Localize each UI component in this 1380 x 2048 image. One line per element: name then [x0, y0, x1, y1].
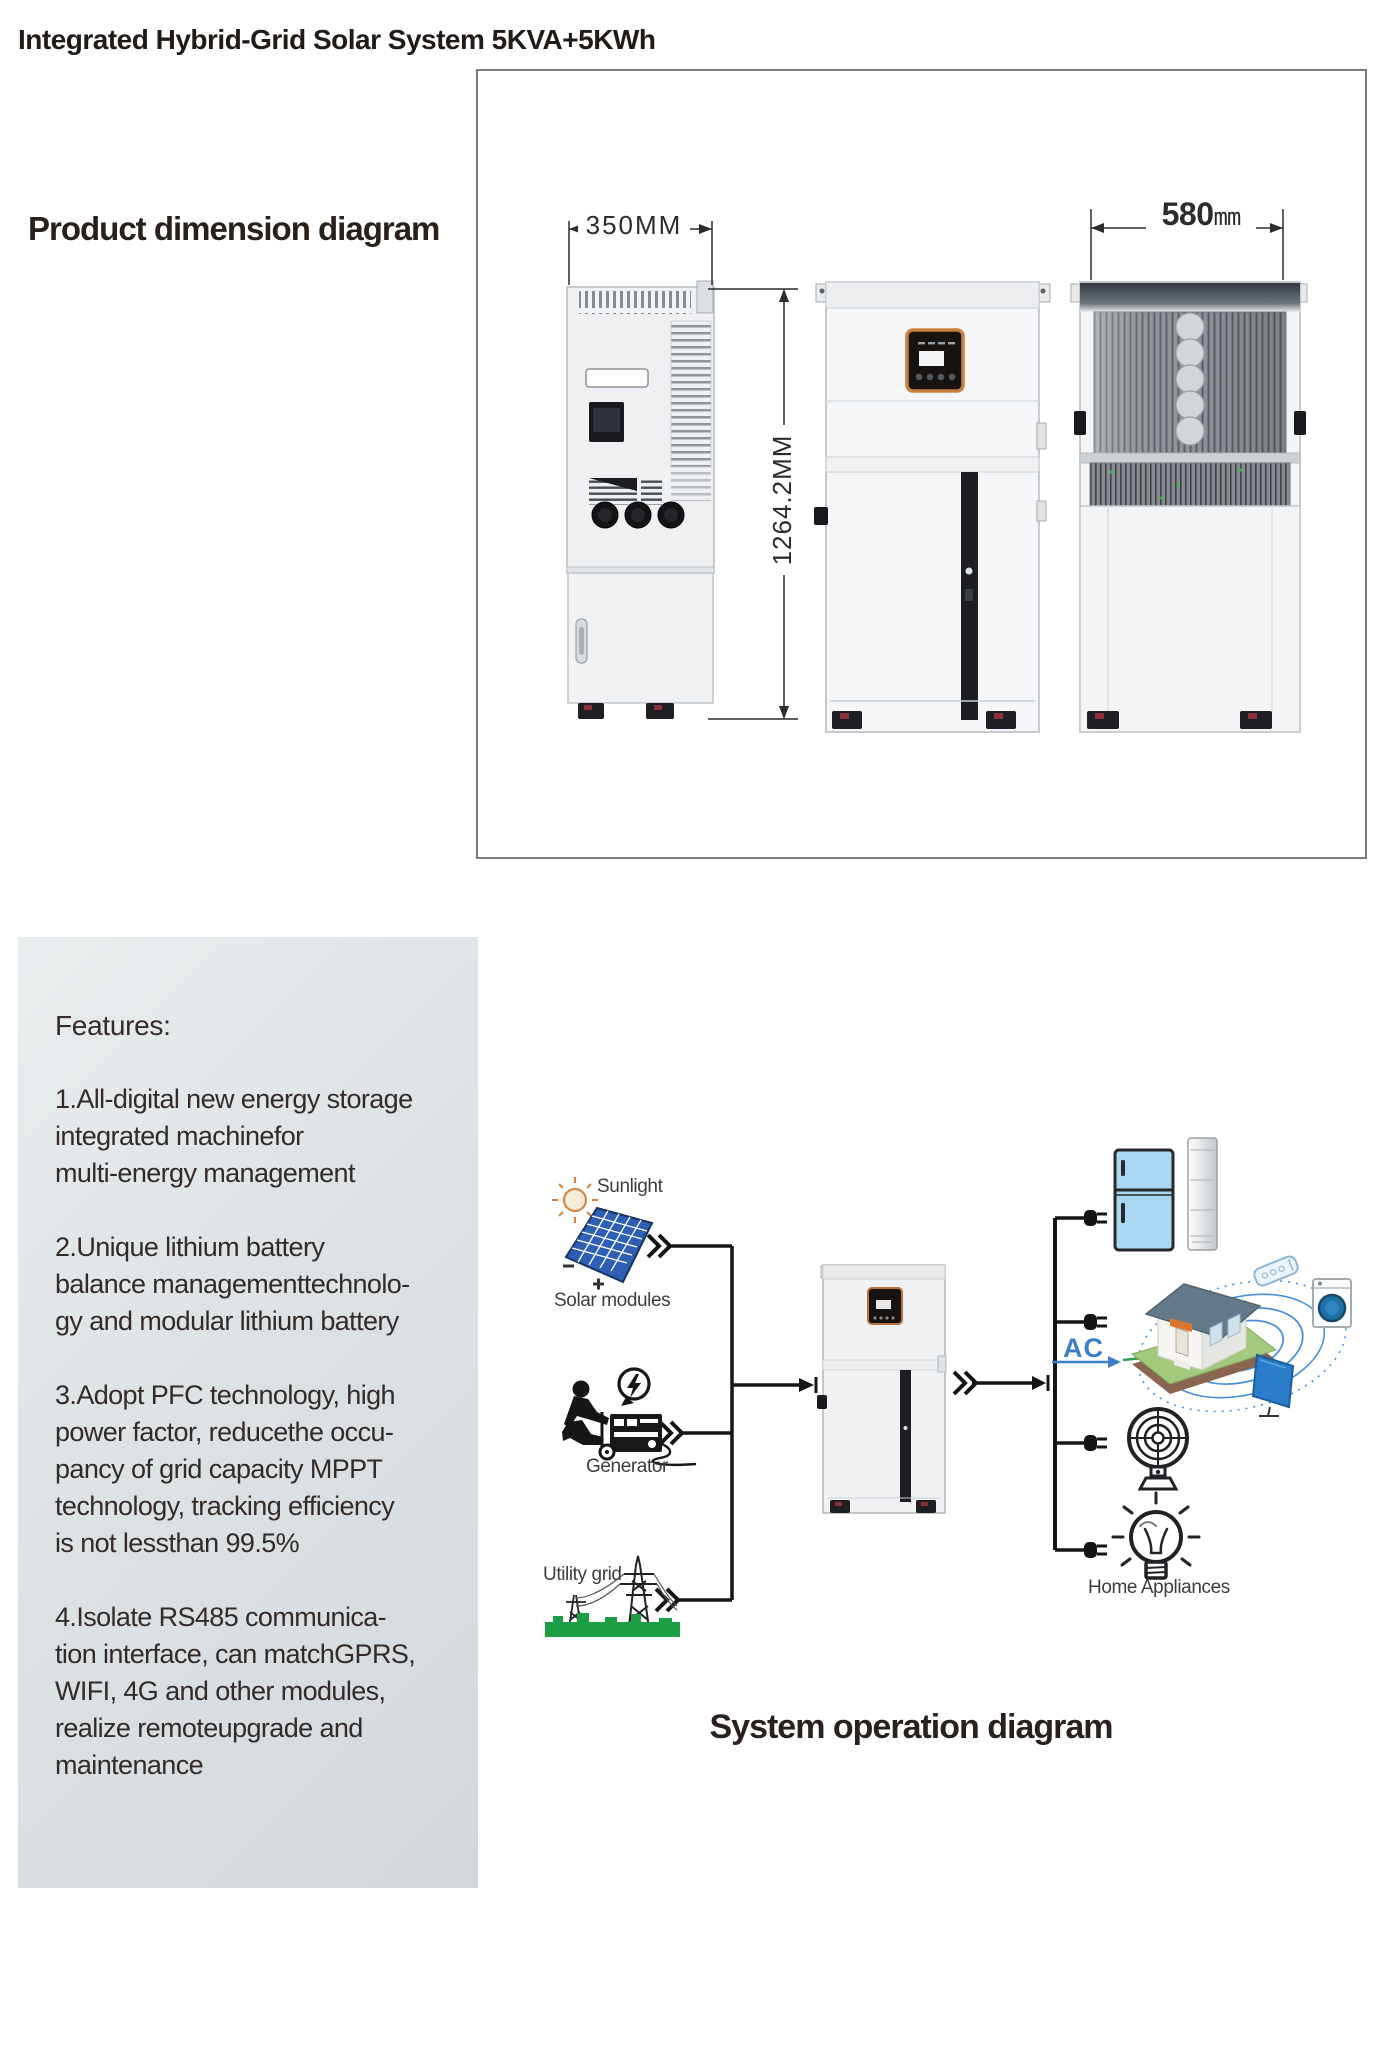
feature-item-3: 3.Adopt PFC technology, high power factor, reducethe occu- pancy of grid capacity MPPT technology, tracking efficiency is not lessthan 99.5% — [55, 1380, 395, 1558]
plug-icons — [1084, 1210, 1107, 1558]
washing-machine-icon — [1313, 1279, 1351, 1327]
plug-icon — [1084, 1542, 1107, 1558]
system-operation-diagram-title: System operation diagram — [709, 1708, 1113, 1746]
product-dimension-drawing — [478, 71, 1365, 857]
dimension-section-heading: Product dimension diagram — [28, 210, 440, 247]
dimension-width-back-unit: mm — [1213, 203, 1241, 231]
home-appliances-label: Home Appliances — [1088, 1577, 1230, 1598]
dimension-diagram-box — [476, 69, 1367, 859]
tv-icon — [1253, 1355, 1293, 1416]
light-bulb-icon — [1113, 1493, 1199, 1578]
ac-label: AC — [1063, 1333, 1104, 1363]
inverter-unit-illustration — [817, 1265, 946, 1513]
plug-icon — [1084, 1435, 1107, 1451]
dimension-width-back-value: 580 — [1161, 196, 1214, 232]
plug-icon — [1084, 1314, 1107, 1330]
solar-modules-label: Solar modules — [554, 1290, 671, 1311]
page-title: Integrated Hybrid-Grid Solar System 5KVA+5KWh — [18, 24, 656, 55]
generator-icon — [562, 1369, 696, 1465]
features-panel — [18, 937, 478, 1888]
dimension-width-back — [1146, 196, 1256, 232]
dimension-height: 1264.2MM — [765, 425, 799, 575]
utility-grid-label: Utility grid — [543, 1564, 622, 1585]
product-back-view — [1071, 282, 1307, 732]
solar-panel-icon — [563, 1208, 652, 1290]
feature-item-2: 2.Unique lithium battery balance managementtechnolo- gy and modular lithium battery — [55, 1232, 410, 1336]
heatsink-wave-strip — [1176, 313, 1204, 445]
remote-control-icon — [1252, 1254, 1300, 1287]
features-text — [55, 1007, 415, 1784]
feature-item-4: 4.Isolate RS485 communica- tion interface, can matchGPRS, WIFI, 4G and other modules, realize remoteupgrade and maintenance — [55, 1602, 416, 1780]
product-side-view — [567, 281, 714, 719]
feature-item-1: 1.All-digital new energy storage integrated machinefor multi-energy management — [55, 1084, 413, 1188]
product-front-view — [814, 282, 1050, 732]
dimension-width-side: 350MM — [578, 211, 690, 239]
sunlight-label: Sunlight — [597, 1176, 663, 1197]
fan-icon — [1129, 1409, 1187, 1489]
plug-icon — [1084, 1210, 1107, 1226]
generator-label: Generator — [586, 1456, 668, 1477]
system-operation-diagram — [480, 1060, 1380, 1740]
features-heading: Features: — [55, 1010, 171, 1041]
air-conditioner-icon — [1188, 1138, 1217, 1250]
fridge-icon — [1115, 1150, 1173, 1250]
